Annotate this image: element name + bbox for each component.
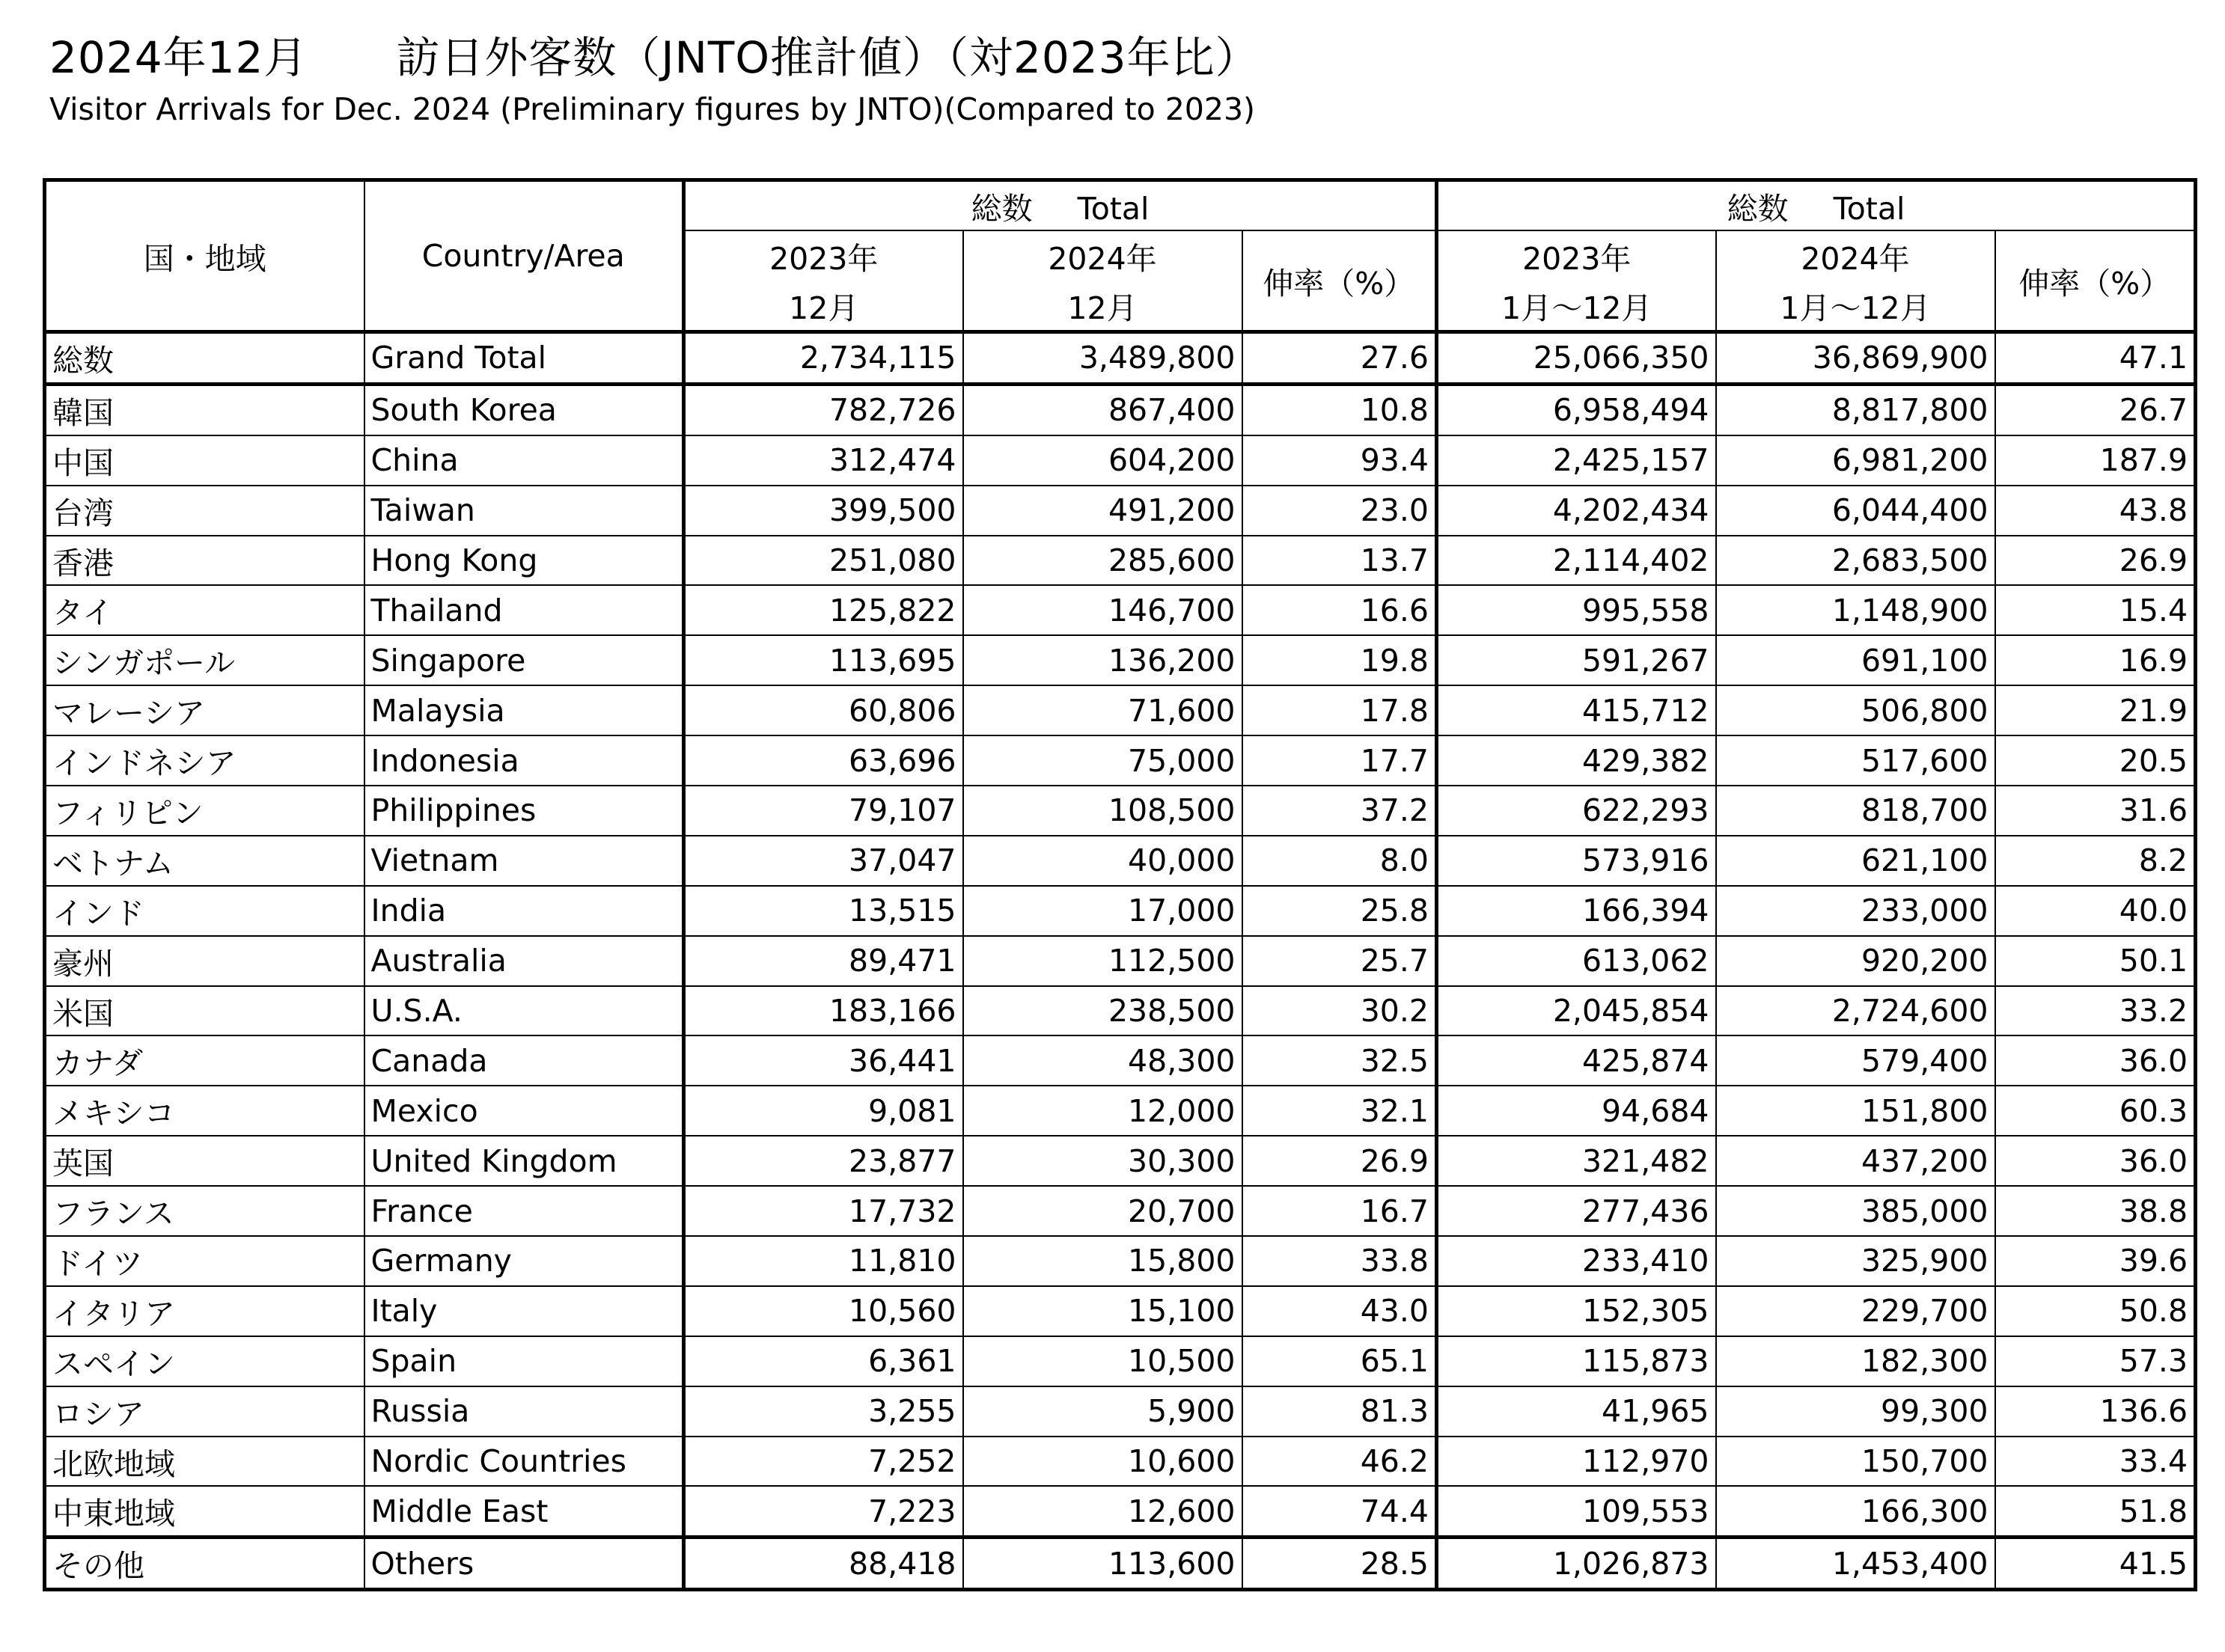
cell-dec-growth: 65.1 [1242, 1336, 1437, 1386]
table-row [45, 886, 2196, 936]
table-row [45, 332, 2196, 385]
cell-dec-2024: 491,200 [963, 486, 1242, 536]
cell-ytd-2024: 517,600 [1716, 735, 1995, 786]
cell-ytd-2023: 2,114,402 [1437, 536, 1716, 586]
cell-ytd-growth: 60.3 [1995, 1086, 2196, 1136]
cell-country-jp: メキシコ [45, 1086, 364, 1136]
cell-dec-growth: 8.0 [1242, 836, 1437, 886]
table-row [45, 1486, 2196, 1537]
cell-ytd-2024: 691,100 [1716, 635, 1995, 685]
cell-country-jp: 香港 [45, 536, 364, 586]
table-row [45, 435, 2196, 486]
cell-ytd-2024: 229,700 [1716, 1286, 1995, 1336]
cell-ytd-2023: 622,293 [1437, 786, 1716, 836]
cell-dec-growth: 25.7 [1242, 936, 1437, 986]
cell-country-en: Vietnam [364, 836, 684, 886]
cell-country-jp: 総数 [45, 332, 364, 385]
cell-ytd-2023: 2,425,157 [1437, 435, 1716, 486]
cell-dec-2023: 113,695 [684, 635, 963, 685]
cell-dec-2024: 604,200 [963, 435, 1242, 486]
cell-ytd-2023: 1,026,873 [1437, 1538, 1716, 1590]
table-row [45, 1086, 2196, 1136]
cell-country-jp: 台湾 [45, 486, 364, 536]
header-2024-ytd-line2: 1月～12月 [1716, 281, 1995, 332]
cell-dec-growth: 43.0 [1242, 1286, 1437, 1336]
cell-dec-growth: 19.8 [1242, 635, 1437, 685]
cell-country-en: Others [364, 1538, 684, 1590]
cell-dec-growth: 81.3 [1242, 1386, 1437, 1437]
table-row [45, 1286, 2196, 1336]
cell-ytd-growth: 187.9 [1995, 435, 2196, 486]
cell-country-jp: スペイン [45, 1336, 364, 1386]
cell-dec-2024: 112,500 [963, 936, 1242, 986]
cell-dec-growth: 17.8 [1242, 685, 1437, 735]
cell-ytd-2024: 920,200 [1716, 936, 1995, 986]
cell-ytd-2024: 579,400 [1716, 1035, 1995, 1086]
cell-dec-growth: 27.6 [1242, 332, 1437, 385]
cell-dec-2023: 79,107 [684, 786, 963, 836]
cell-ytd-growth: 50.1 [1995, 936, 2196, 986]
cell-country-jp: 米国 [45, 986, 364, 1036]
cell-country-en: United Kingdom [364, 1136, 684, 1186]
header-country-jp: 国・地域 [45, 180, 364, 332]
cell-ytd-2023: 109,553 [1437, 1486, 1716, 1537]
header-group-month-en: Total [1077, 190, 1150, 227]
cell-ytd-growth: 47.1 [1995, 332, 2196, 385]
cell-country-en: Australia [364, 936, 684, 986]
cell-dec-growth: 17.7 [1242, 735, 1437, 786]
cell-country-jp: タイ [45, 585, 364, 635]
cell-country-en: Italy [364, 1286, 684, 1336]
page-subtitle: Visitor Arrivals for Dec. 2024 (Preliminary figures by JNTO)(Compared to 2023) [49, 91, 1256, 127]
cell-ytd-2023: 995,558 [1437, 585, 1716, 635]
cell-dec-2024: 12,000 [963, 1086, 1242, 1136]
cell-dec-2024: 238,500 [963, 986, 1242, 1036]
cell-ytd-growth: 41.5 [1995, 1538, 2196, 1590]
cell-ytd-growth: 26.9 [1995, 536, 2196, 586]
cell-country-en: Singapore [364, 635, 684, 685]
cell-country-jp: カナダ [45, 1035, 364, 1086]
cell-dec-2023: 88,418 [684, 1538, 963, 1590]
table-row [45, 1538, 2196, 1590]
cell-ytd-2023: 4,202,434 [1437, 486, 1716, 536]
table-row [45, 1437, 2196, 1487]
cell-dec-growth: 13.7 [1242, 536, 1437, 586]
cell-country-jp: ドイツ [45, 1236, 364, 1286]
cell-country-jp: インドネシア [45, 735, 364, 786]
cell-dec-2024: 15,800 [963, 1236, 1242, 1286]
cell-ytd-growth: 50.8 [1995, 1286, 2196, 1336]
cell-dec-2024: 17,000 [963, 886, 1242, 936]
cell-country-en: Philippines [364, 786, 684, 836]
cell-ytd-2024: 1,453,400 [1716, 1538, 1995, 1590]
page-title: 2024年12月 訪日外客数（JNTO推計値）（対2023年比） [49, 32, 1260, 83]
cell-ytd-2023: 321,482 [1437, 1136, 1716, 1186]
header-2024-dec-line2: 12月 [963, 281, 1242, 332]
cell-dec-2024: 10,600 [963, 1437, 1242, 1487]
header-group-month-jp: 総数 [971, 190, 1033, 227]
cell-ytd-growth: 43.8 [1995, 486, 2196, 536]
cell-ytd-growth: 33.4 [1995, 1437, 2196, 1487]
cell-dec-2024: 15,100 [963, 1286, 1242, 1336]
cell-ytd-growth: 38.8 [1995, 1186, 2196, 1236]
cell-ytd-growth: 8.2 [1995, 836, 2196, 886]
cell-dec-2023: 312,474 [684, 435, 963, 486]
cell-ytd-2023: 6,958,494 [1437, 384, 1716, 435]
cell-dec-2023: 13,515 [684, 886, 963, 936]
cell-country-en: Hong Kong [364, 536, 684, 586]
cell-country-en: Germany [364, 1236, 684, 1286]
cell-country-en: Malaysia [364, 685, 684, 735]
cell-country-en: Grand Total [364, 332, 684, 385]
table-row [45, 1336, 2196, 1386]
cell-ytd-2024: 8,817,800 [1716, 384, 1995, 435]
table-row [45, 986, 2196, 1036]
cell-dec-growth: 74.4 [1242, 1486, 1437, 1537]
cell-dec-growth: 23.0 [1242, 486, 1437, 536]
cell-ytd-2024: 233,000 [1716, 886, 1995, 936]
cell-country-en: Indonesia [364, 735, 684, 786]
cell-dec-2023: 10,560 [684, 1286, 963, 1336]
cell-country-en: Russia [364, 1386, 684, 1437]
header-2024-ytd-line1: 2024年 [1716, 230, 1995, 281]
cell-country-en: South Korea [364, 384, 684, 435]
visitor-arrivals-table [43, 178, 2197, 1591]
cell-country-jp: シンガポール [45, 635, 364, 685]
cell-dec-2023: 3,255 [684, 1386, 963, 1437]
cell-dec-2023: 6,361 [684, 1336, 963, 1386]
cell-country-jp: ロシア [45, 1386, 364, 1437]
cell-ytd-2024: 325,900 [1716, 1236, 1995, 1286]
cell-ytd-growth: 57.3 [1995, 1336, 2196, 1386]
cell-country-en: Taiwan [364, 486, 684, 536]
cell-ytd-growth: 20.5 [1995, 735, 2196, 786]
cell-ytd-growth: 33.2 [1995, 986, 2196, 1036]
cell-dec-growth: 46.2 [1242, 1437, 1437, 1487]
table-row [45, 1186, 2196, 1236]
cell-country-jp: フィリピン [45, 786, 364, 836]
cell-dec-2023: 11,810 [684, 1236, 963, 1286]
cell-ytd-2024: 437,200 [1716, 1136, 1995, 1186]
header-group-ytd-jp: 総数 [1727, 190, 1789, 227]
table-row [45, 1386, 2196, 1437]
cell-country-jp: その他 [45, 1538, 364, 1590]
table-row [45, 786, 2196, 836]
cell-ytd-2023: 573,916 [1437, 836, 1716, 886]
cell-dec-2023: 9,081 [684, 1086, 963, 1136]
cell-dec-growth: 37.2 [1242, 786, 1437, 836]
cell-country-jp: ベトナム [45, 836, 364, 886]
cell-dec-2024: 12,600 [963, 1486, 1242, 1537]
table-row [45, 486, 2196, 536]
cell-dec-2023: 36,441 [684, 1035, 963, 1086]
cell-country-en: Thailand [364, 585, 684, 635]
cell-dec-growth: 25.8 [1242, 886, 1437, 936]
cell-country-jp: マレーシア [45, 685, 364, 735]
cell-ytd-2023: 277,436 [1437, 1186, 1716, 1236]
cell-ytd-2024: 166,300 [1716, 1486, 1995, 1537]
cell-dec-2023: 17,732 [684, 1186, 963, 1236]
cell-ytd-2024: 6,044,400 [1716, 486, 1995, 536]
cell-country-en: India [364, 886, 684, 936]
cell-country-jp: フランス [45, 1186, 364, 1236]
cell-dec-2023: 89,471 [684, 936, 963, 986]
cell-dec-2024: 146,700 [963, 585, 1242, 635]
cell-ytd-growth: 136.6 [1995, 1386, 2196, 1437]
cell-dec-growth: 93.4 [1242, 435, 1437, 486]
cell-dec-2023: 23,877 [684, 1136, 963, 1186]
table-row [45, 635, 2196, 685]
cell-ytd-growth: 15.4 [1995, 585, 2196, 635]
header-growth-ytd: 伸率（%） [1995, 230, 2196, 332]
cell-dec-2023: 60,806 [684, 685, 963, 735]
cell-dec-growth: 28.5 [1242, 1538, 1437, 1590]
header-group-ytd [1437, 180, 2196, 231]
cell-dec-2023: 183,166 [684, 986, 963, 1036]
cell-dec-growth: 26.9 [1242, 1136, 1437, 1186]
cell-country-jp: インド [45, 886, 364, 936]
cell-country-en: France [364, 1186, 684, 1236]
table-row [45, 585, 2196, 635]
cell-ytd-2023: 166,394 [1437, 886, 1716, 936]
cell-dec-2024: 20,700 [963, 1186, 1242, 1236]
table-row [45, 836, 2196, 886]
cell-ytd-2023: 233,410 [1437, 1236, 1716, 1286]
header-group-ytd-en: Total [1833, 190, 1905, 227]
cell-dec-growth: 33.8 [1242, 1236, 1437, 1286]
table-row [45, 1136, 2196, 1186]
cell-ytd-2024: 385,000 [1716, 1186, 1995, 1236]
cell-country-jp: 中東地域 [45, 1486, 364, 1537]
cell-ytd-growth: 21.9 [1995, 685, 2196, 735]
cell-country-en: U.S.A. [364, 986, 684, 1036]
cell-dec-2024: 108,500 [963, 786, 1242, 836]
table-body [45, 332, 2196, 1590]
cell-country-jp: 北欧地域 [45, 1437, 364, 1487]
cell-dec-2024: 48,300 [963, 1035, 1242, 1086]
cell-dec-2024: 3,489,800 [963, 332, 1242, 385]
table-row [45, 1035, 2196, 1086]
cell-ytd-growth: 36.0 [1995, 1136, 2196, 1186]
cell-ytd-2024: 2,683,500 [1716, 536, 1995, 586]
cell-ytd-2024: 182,300 [1716, 1336, 1995, 1386]
table-row [45, 1236, 2196, 1286]
cell-dec-2024: 113,600 [963, 1538, 1242, 1590]
cell-ytd-growth: 31.6 [1995, 786, 2196, 836]
header-2023-dec-line2: 12月 [684, 281, 963, 332]
cell-dec-2024: 71,600 [963, 685, 1242, 735]
cell-dec-growth: 32.1 [1242, 1086, 1437, 1136]
cell-ytd-2024: 151,800 [1716, 1086, 1995, 1136]
header-2023-ytd-line1: 2023年 [1437, 230, 1716, 281]
cell-dec-2023: 251,080 [684, 536, 963, 586]
cell-ytd-2023: 2,045,854 [1437, 986, 1716, 1036]
cell-ytd-growth: 39.6 [1995, 1236, 2196, 1286]
cell-dec-2024: 10,500 [963, 1336, 1242, 1386]
cell-ytd-growth: 36.0 [1995, 1035, 2196, 1086]
cell-ytd-2023: 425,874 [1437, 1035, 1716, 1086]
cell-ytd-2023: 94,684 [1437, 1086, 1716, 1136]
cell-dec-2023: 7,223 [684, 1486, 963, 1537]
header-country-en: Country/Area [364, 180, 684, 332]
cell-ytd-2023: 112,970 [1437, 1437, 1716, 1487]
cell-country-jp: 豪州 [45, 936, 364, 986]
cell-ytd-2023: 152,305 [1437, 1286, 1716, 1336]
table-row [45, 536, 2196, 586]
cell-dec-2024: 285,600 [963, 536, 1242, 586]
cell-dec-growth: 16.7 [1242, 1186, 1437, 1236]
cell-dec-2023: 2,734,115 [684, 332, 963, 385]
cell-dec-2024: 75,000 [963, 735, 1242, 786]
cell-country-en: Mexico [364, 1086, 684, 1136]
cell-ytd-growth: 16.9 [1995, 635, 2196, 685]
cell-dec-growth: 30.2 [1242, 986, 1437, 1036]
cell-ytd-2023: 41,965 [1437, 1386, 1716, 1437]
cell-ytd-growth: 51.8 [1995, 1486, 2196, 1537]
cell-ytd-2024: 1,148,900 [1716, 585, 1995, 635]
cell-ytd-2024: 6,981,200 [1716, 435, 1995, 486]
cell-ytd-2024: 621,100 [1716, 836, 1995, 886]
cell-country-jp: イタリア [45, 1286, 364, 1336]
cell-dec-2024: 5,900 [963, 1386, 1242, 1437]
cell-dec-2024: 30,300 [963, 1136, 1242, 1186]
table-row [45, 936, 2196, 986]
cell-ytd-2023: 115,873 [1437, 1336, 1716, 1386]
cell-ytd-growth: 40.0 [1995, 886, 2196, 936]
cell-dec-2023: 63,696 [684, 735, 963, 786]
cell-country-en: China [364, 435, 684, 486]
cell-dec-2023: 37,047 [684, 836, 963, 886]
cell-country-en: Spain [364, 1336, 684, 1386]
table-row [45, 384, 2196, 435]
cell-country-en: Middle East [364, 1486, 684, 1537]
cell-dec-growth: 32.5 [1242, 1035, 1437, 1086]
header-growth-month: 伸率（%） [1242, 230, 1437, 332]
cell-ytd-2024: 150,700 [1716, 1437, 1995, 1487]
cell-country-jp: 韓国 [45, 384, 364, 435]
cell-ytd-2023: 429,382 [1437, 735, 1716, 786]
cell-ytd-growth: 26.7 [1995, 384, 2196, 435]
cell-dec-2023: 782,726 [684, 384, 963, 435]
cell-ytd-2024: 36,869,900 [1716, 332, 1995, 385]
cell-dec-2024: 40,000 [963, 836, 1242, 886]
header-2023-ytd-line2: 1月～12月 [1437, 281, 1716, 332]
cell-dec-2024: 136,200 [963, 635, 1242, 685]
cell-dec-2024: 867,400 [963, 384, 1242, 435]
cell-dec-2023: 7,252 [684, 1437, 963, 1487]
cell-dec-2023: 125,822 [684, 585, 963, 635]
cell-ytd-2024: 818,700 [1716, 786, 1995, 836]
cell-ytd-2024: 506,800 [1716, 685, 1995, 735]
cell-country-en: Canada [364, 1035, 684, 1086]
cell-country-en: Nordic Countries [364, 1437, 684, 1487]
cell-ytd-2023: 613,062 [1437, 936, 1716, 986]
cell-dec-growth: 10.8 [1242, 384, 1437, 435]
table-row [45, 685, 2196, 735]
cell-country-jp: 英国 [45, 1136, 364, 1186]
cell-ytd-2024: 2,724,600 [1716, 986, 1995, 1036]
header-group-month [684, 180, 1437, 231]
cell-dec-2023: 399,500 [684, 486, 963, 536]
cell-ytd-2024: 99,300 [1716, 1386, 1995, 1437]
cell-dec-growth: 16.6 [1242, 585, 1437, 635]
cell-ytd-2023: 591,267 [1437, 635, 1716, 685]
cell-country-jp: 中国 [45, 435, 364, 486]
cell-ytd-2023: 25,066,350 [1437, 332, 1716, 385]
header-2023-dec-line1: 2023年 [684, 230, 963, 281]
header-2024-dec-line1: 2024年 [963, 230, 1242, 281]
table-row [45, 735, 2196, 786]
cell-ytd-2023: 415,712 [1437, 685, 1716, 735]
